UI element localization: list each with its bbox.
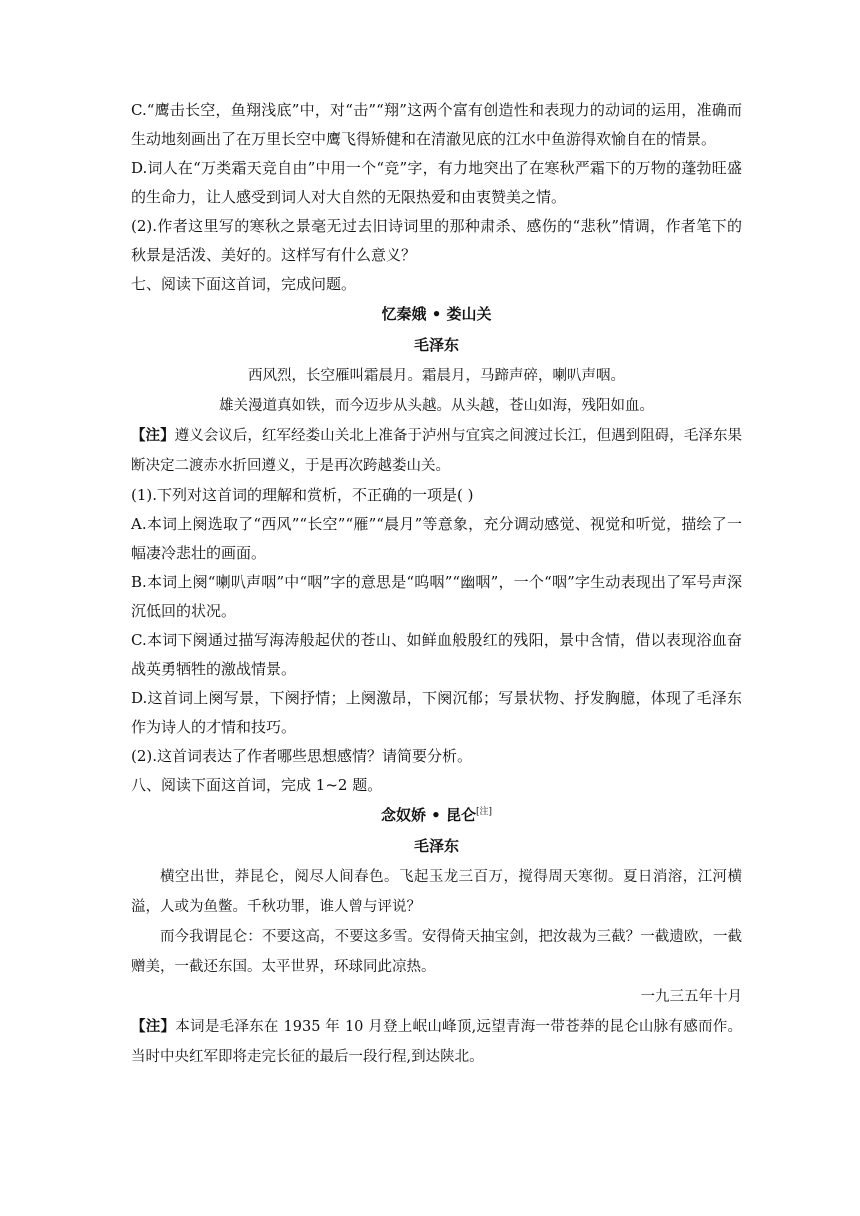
- s7-question-1: (1).下列对这首词的理解和赏析，不正确的一项是( ): [131, 486, 474, 504]
- s7-poem-line-2: 雄关漫道真如铁，而今迈步从头越。从头越，苍山如海，残阳如血。: [219, 398, 654, 414]
- s8-note: [131, 1012, 742, 1072]
- s7-question-2: (2).这首词表达了作者哪些思想感情？请简要分析。: [131, 747, 473, 765]
- s8-date: 一九三五年十月: [640, 989, 742, 1005]
- s7-poem-line-1: 西风烈，长空雁叫霜晨月。霜晨月，马蹄声碎，喇叭声咽。: [248, 368, 625, 384]
- s7-note: [131, 421, 742, 481]
- s7-note-text: 遵义会议后，红军经娄山关北上准备于泸州与宜宾之间渡过长江，但遇到阻碍，毛泽东果断决定二渡赤水折回遵义，于是再次跨越娄山关。: [131, 428, 743, 474]
- s7-poem-title: 忆秦娥 • 娄山关: [381, 305, 492, 323]
- s7-note-label: 【注】: [131, 427, 175, 444]
- s6-option-c: C.“鹰击长空，鱼翔浅底”中，对“击”“翔”这两个富有创造性和表现力的动词的运用，准确而生动地刻画出了在万里长空中鹰飞得矫健和在清澈见底的江水中鱼游得欢愉自在的情景。: [131, 101, 742, 148]
- s8-note-label: 【注】: [131, 1018, 176, 1035]
- s7-option-a: A.本词上阕选取了“西风”“长空”“雁”“晨月”等意象，充分调动感觉、视觉和听觉，描绘了一幅凄冷悲壮的画面。: [131, 515, 742, 562]
- s8-poem-title-text: 念奴娇 • 昆仑: [380, 806, 476, 824]
- s8-heading: 八、阅读下面这首词，完成 1~2 题。: [131, 776, 383, 794]
- s7-author: 毛泽东: [413, 336, 459, 354]
- s8-author: 毛泽东: [413, 837, 459, 855]
- s7-option-d: D.这首词上阕写景，下阕抒情；上阕激昂，下阕沉郁；写景状物、抒发胸臆，体现了毛泽东作为诗人的才情和技巧。: [131, 689, 742, 736]
- s8-stanza-1: 横空出世，莽昆仑，阅尽人间春色。飞起玉龙三百万，搅得周天寒彻。夏日消溶，江河横溢，人或为鱼鳖。千秋功罪，谁人曾与评说？: [131, 869, 742, 915]
- s6-option-d: D.词人在“万类霜天竞自由”中用一个“竞”字，有力地突出了在寒秋严霜下的万物的蓬勃旺盛的生命力，让人感受到词人对大自然的无限热爱和由衷赞美之情。: [131, 159, 743, 206]
- s7-heading: 七、阅读下面这首词，完成问题。: [131, 275, 357, 293]
- s8-note-text: 本词是毛泽东在 1935 年 10 月登上岷山峰顶,远望青海一带苍莽的昆仑山脉有感而作。当时中央红军即将走完长征的最后一段行程,到达陕北。: [131, 1019, 742, 1065]
- s7-option-b: B.本词上阕“喇叭声咽”中“咽”字的意思是“呜咽”“幽咽”，一个“咽”字生动表现出了军号声深沉低回的状况。: [131, 573, 742, 620]
- s7-option-c: C.本词下阕通过描写海涛般起伏的苍山、如鲜血般殷红的残阳，景中含情，借以表现浴血奋战英勇牺牲的激战情景。: [131, 631, 742, 678]
- s8-poem-title-note: [注]: [476, 807, 493, 817]
- s8-stanza-2: 而今我谓昆仑：不要这高，不要这多雪。安得倚天抽宝剑，把汝裁为三截？一截遗欧，一截赠美，一截还东国。太平世界，环球同此凉热。: [131, 929, 742, 975]
- s8-poem-title: [131, 800, 742, 831]
- s6-question-2: (2).作者这里写的寒秋之景毫无过去旧诗词里的那种肃杀、感伤的“悲秋”情调，作者笔下的秋景是活泼、美好的。这样写有什么意义？: [131, 217, 742, 264]
